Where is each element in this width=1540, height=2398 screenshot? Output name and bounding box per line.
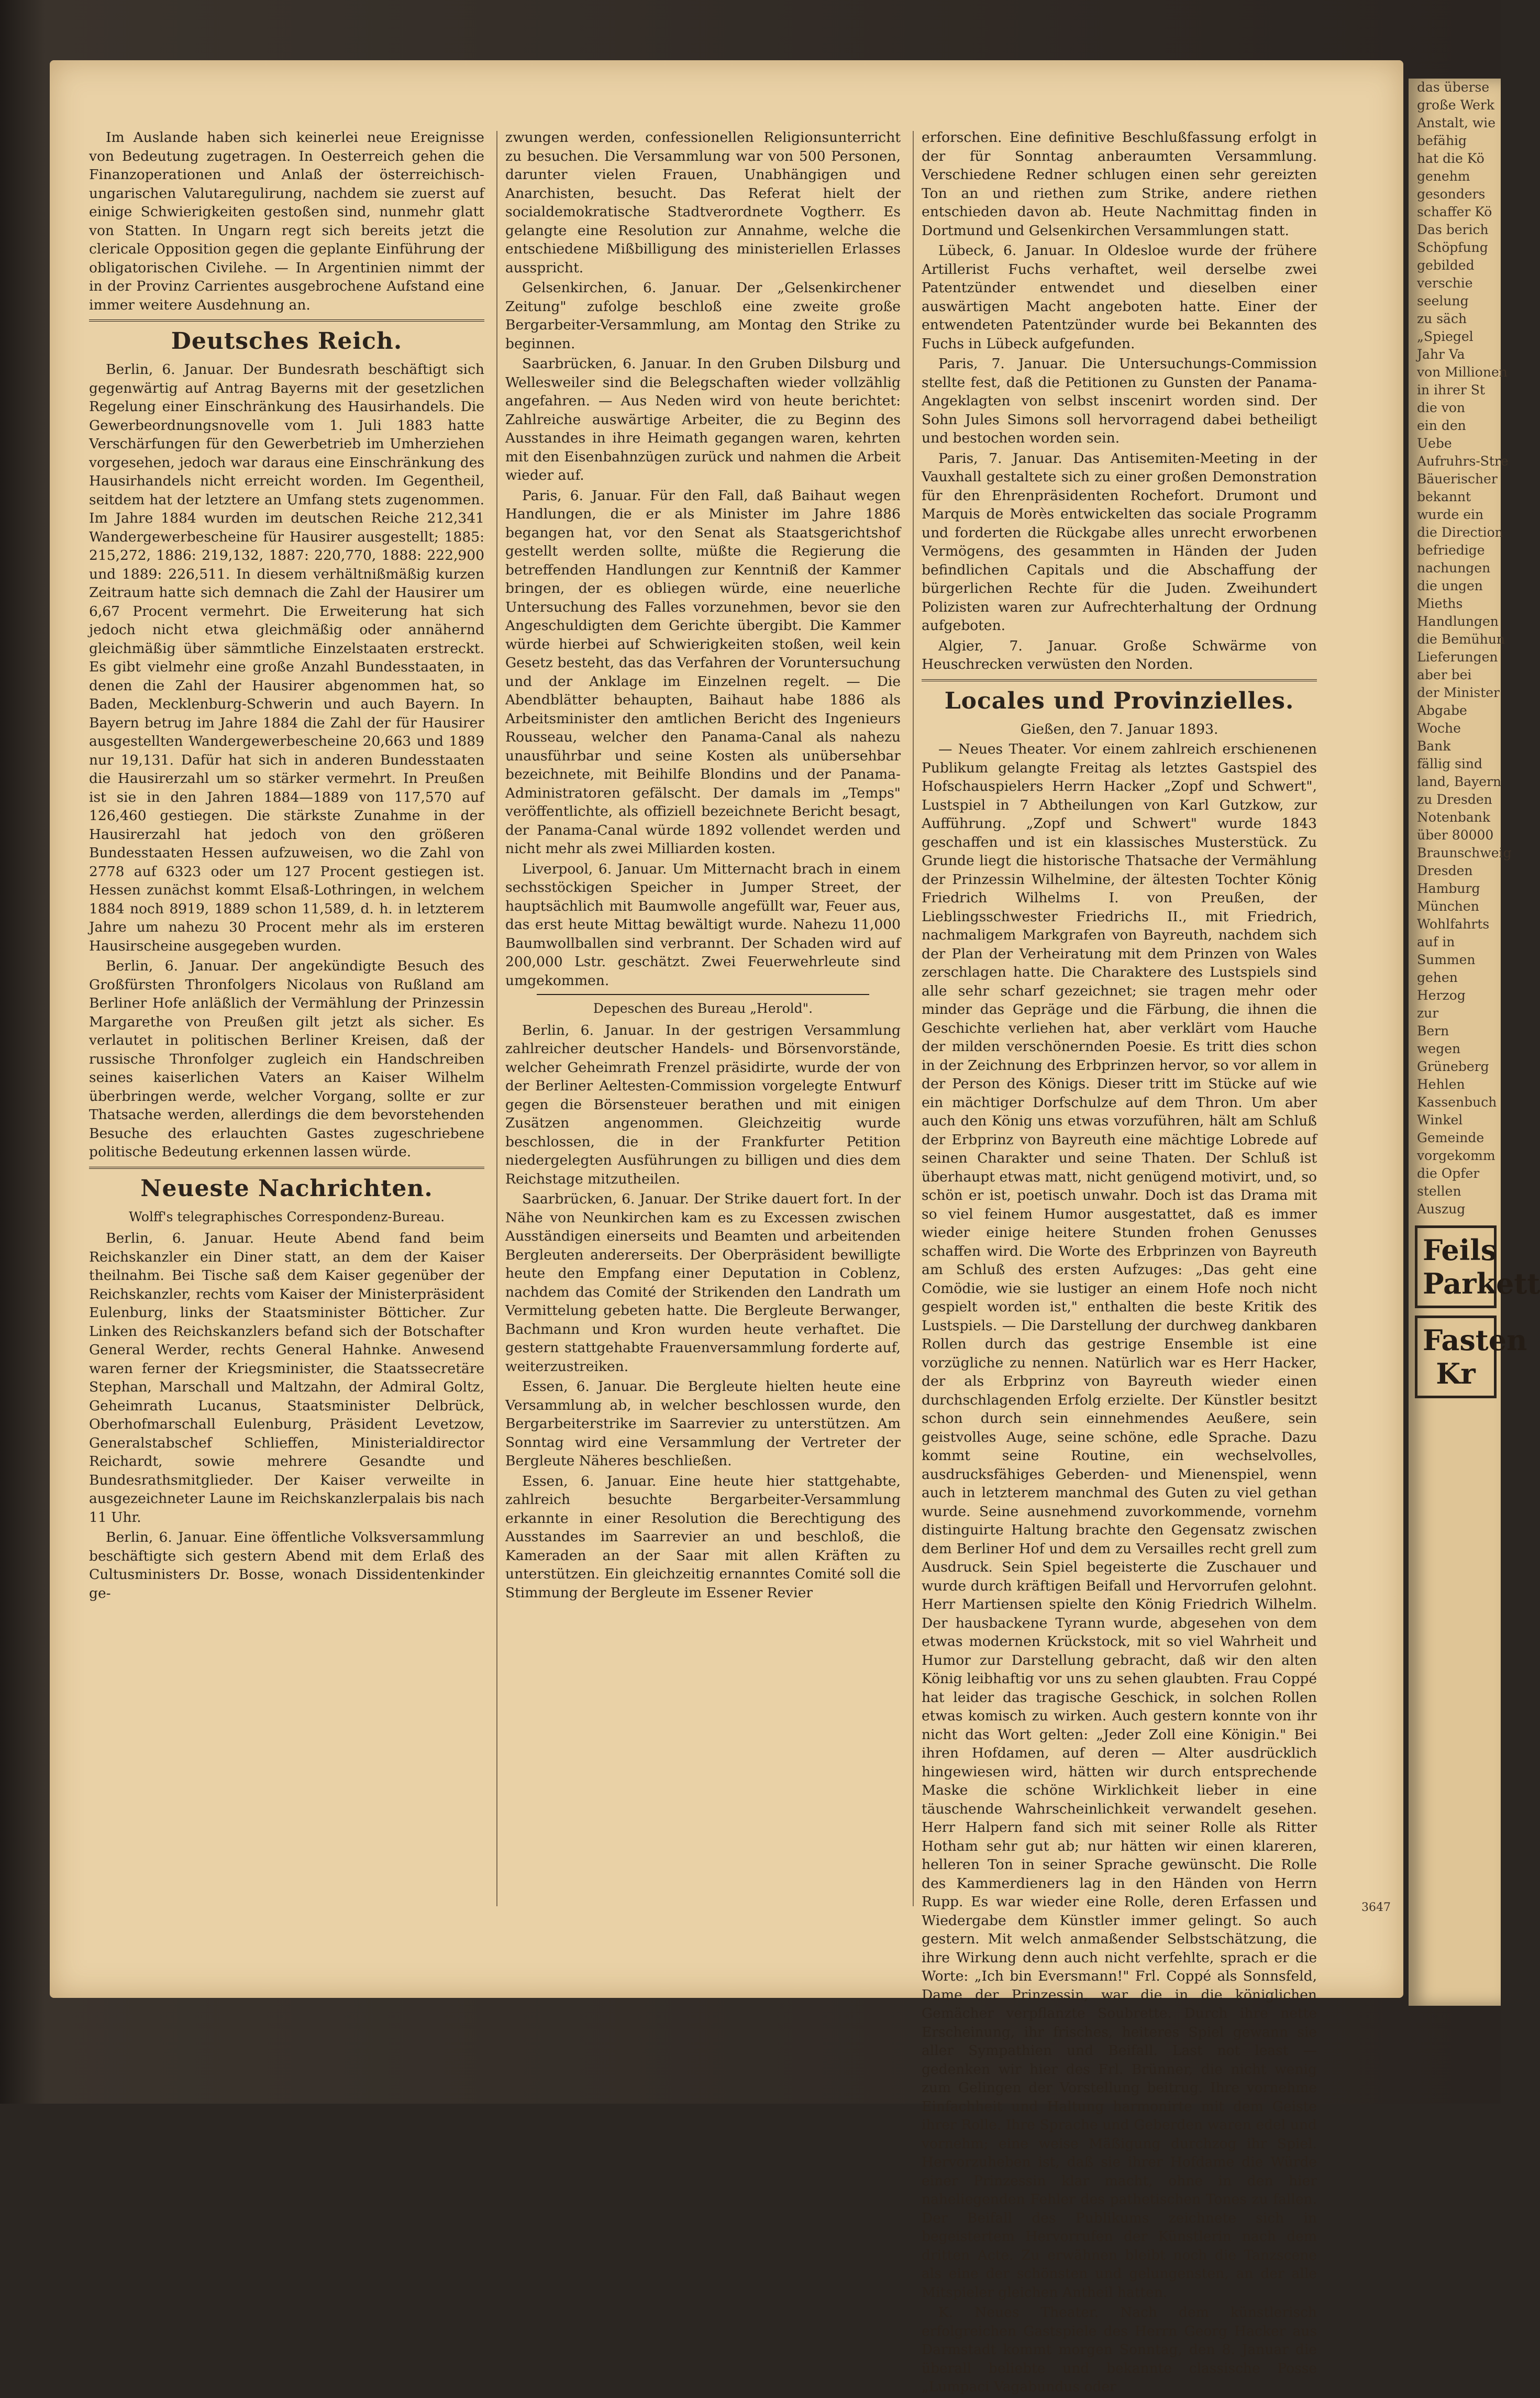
adjacent-text-line: vorgekomm	[1417, 1148, 1495, 1163]
adjacent-text-line: Handlungen	[1417, 614, 1499, 629]
advertisement	[1415, 1225, 1540, 1308]
article-gelsenkirchen: Gelsenkirchen, 6. Januar. Der „Gelsenkirchener Zeitung" zufolge beschloß eine zweite große Bergarbeiter-Versammlung, am Montag den Strike zu beginnen.	[505, 280, 901, 352]
divider	[922, 679, 1317, 681]
adjacent-text-line: Mieths	[1417, 596, 1463, 611]
column-1	[89, 128, 484, 1604]
agency-line: Wolff's telegraphisches Correspondenz-Bureau.	[128, 1209, 445, 1224]
adjacent-text-line: Anstalt, wie	[1417, 115, 1496, 130]
adjacent-text-line: zu säch	[1417, 311, 1467, 326]
adjacent-text-line: verschie	[1417, 275, 1473, 291]
adjacent-text-line: Winkel	[1417, 1112, 1463, 1128]
ad-text: Kr	[1436, 1357, 1476, 1390]
adjacent-text-line: Herzog	[1417, 988, 1466, 1003]
article-berlin-volksversammlung: Berlin, 6. Januar. Eine öffentliche Volksversammlung beschäftigte sich gestern Abend mit dem Erlaß des Cultusministers Dr. Bosse, wonach Dissidentenkinder ge-	[89, 1529, 484, 1601]
adjacent-text-line: Jahr Va	[1417, 347, 1465, 362]
adjacent-text-line: seelung	[1417, 293, 1469, 308]
adjacent-text-line: wurde ein	[1417, 507, 1484, 522]
adjacent-text-line: land, Bayern	[1417, 774, 1502, 789]
ad-text: Parkett	[1423, 1267, 1540, 1300]
adjacent-text-line: die Opfer	[1417, 1166, 1480, 1181]
adjacent-text-line: stellen	[1417, 1184, 1461, 1199]
adjacent-text-line: zur	[1417, 1005, 1439, 1021]
adjacent-text-line: der Minister	[1417, 685, 1500, 700]
adjacent-text-line: auf in	[1417, 934, 1455, 949]
article-saarbruecken-1: Saarbrücken, 6. Januar. In den Gruben Dilsburg und Wellesweiler sind die Belegschaften wieder vollzählig angefahren. — Aus Neden wird von heute berichtet: Zahlreiche auswärtige Arbeiter, die zu Beginn des Ausstandes in ihre Heimath gegangen waren, kehrten mit den Eisenbahnzügen zurück und nahmen die Arbeit wieder auf.	[505, 356, 901, 483]
adjacent-text-line: Summen	[1417, 952, 1476, 967]
article-saarbruecken-2: Saarbrücken, 6. Januar. Der Strike dauert fort. In der Nähe von Neunkirchen kam es zu Excessen zwischen Ausständigen einerseits und Beamten und arbeitenden Bergleuten andererseits. Der Oberpräsident bewilligte heute den Empfang einer Deputation in Coblenz, nachdem das Comité der Strikenden den Landrath um Vermittelung gebeten hatte. Die Bergleute Berwanger, Bachmann und Kron wurden heute verhaftet. Die gestern stattgehabte Frauenversammlung forderte auf, weiterzustreiken.	[505, 1191, 901, 1375]
adjacent-text-line: gesonders	[1417, 186, 1486, 202]
article-theater-review: — Neues Theater. Vor einem zahlreich erschienenen Publikum gelangte Freitag als letztes Gastspiel des Hofschauspielers Herrn Hacker „Zopf und Schwert", Lustspiel in 7 Abtheilungen von Karl Gutzkow, zur Aufführung. „Zopf und Schwert" wurde 1843 geschaffen und ist ein klassisches Musterstück. Zu Grunde liegt die historische Thatsache der Vermählung der Prinzessin Wilhelmine, der ältesten Tochter König Friedrich Wilhelms I. von Preußen, der Lieblingsschwester Friedrichs II., mit Friedrich, nachmaligem Markgrafen von Bayreuth, nachdem sich der Plan der Verheiratung mit dem Prinzen von Wales zerschlagen hatte. Die Charaktere des Lustspiels sind alle sehr scharf gezeichnet; sie tragen mehr oder minder das Gepräge und die Färbung, die ihnen die Geschichte verliehen hat, aber verklärt vom Hauche der milden verschönernden Poesie. Es tritt dies schon in der Zeichnung des Erbprinzen hervor, so vor allem in der Person des Königs. Dieser tritt im Stücke auf wie ein mächtiger Dorfschulze auf dem Thron. Um aber auch den König uns etwas vorzuführen, hält am Schluß der Erbprinz von Bayreuth eine mächtige Lobrede auf seinen Charakter und seine Thaten. Der Schluß ist überhaupt etwas matt, nicht genügend motivirt, und, so schön er ist, poetisch unwahr. Doch ist das Drama mit so viel feinem Humor ausgestattet, daß es immer wieder einige heitere Stunden frohen Genusses schaffen wird. Die Worte des Erbprinzen von Bayreuth am Schluß des ersten Aufzuges: „Das geht eine Comödie, wie sie lustiger an einem Hofe noch nicht gespielt worden ist," enthalten die beste Kritik des Lustspiels. — Die Darstellung der durchweg dankbaren Rollen durch das gestrige Ensemble ist eine vorzügliche zu nennen. Natürlich war es Herr Hacker, der als Erbprinz von Bayreuth wieder einen durchschlagenden Erfolg erzielte. Der Künstler besitzt schon durch sein einnehmendes Aeußere, sein geistvolles Auge, seine schöne, edle Sprache. Dazu kommt seine Routine, ein wechselvolles, ausdrucksfähiges Geberden- und Mienenspiel, wenn auch in letzterem manchmal des Guten zu viel gethan wurde. Seine ausnehmend zuvorkommende, vornehm distinguirte Haltung brachte den Gegensatz zwischen dem Berliner Hof und dem zu Versailles recht grell zum Ausdruck. Sein Spiel begeisterte die Zuschauer und wurde durch kräftigen Beifall und Hervorrufen gelohnt. Herr Martiensen spielte den König Friedrich Wilhelm. Der hausbackene Tyrann wurde, abgesehen von dem etwas modernen Krückstock, mit so viel Wahrheit und Humor zur Darstellung gebracht, daß wir den alten König leibhaftig vor uns zu sehen glaubten. Frau Coppé hat leider das tragische Geschick, in solchen Rollen etwas komisch zu wirken. Auch gestern konnte von ihr nicht das Wort gelten: „Jeder Zoll eine Königin." Bei ihren Hofdamen, auf deren — Alter ausdrücklich hingewiesen wird, hätten wir durch entsprechende Maske die schöne Wirklichkeit lieber in eine täuschende Wahrscheinlichkeit verwandelt gesehen. Herr Halpern fand sich mit seiner Rolle als Ritter Hotham sehr gut ab; nur hätten wir einen klareren, helleren Ton in seiner Sprache gewünscht. Die Rolle des Kammerdieners lag in den Händen von Herrn Rupp. Es war wieder eine Rolle, deren Erfassen und Wiedergabe dem Künstler immer gelingt. So auch gestern. Mit welch anmaßender Selbstschätzung, die ihre Wirkung denn auch nicht verfehlte, sprach er die Worte: „Ich bin Eversmann!" Frl. Coppé als Sonnsfeld, Dame der Prinzessin, war die in die königlichen Gemächer verpflanzte Soubrette. Durch ihre nette Erscheinung, ihr frisches, heiteres Spiel gewann sie aller Sympathien und Beifall. Last not least — gedenken wir hier des Frl. Brünner, die nicht wenig zum Gelingen der Vorstellung beitrug. Ihre vornehme Einfachheit und Haltung harmonirte mit dem Geiste ihrer Rolle. Ihre Sprache und Geberden waren edel und vornehm; eine weise Mäßigung durchzog ihr Spiel. Hervorzuheben ist, daß sie ihrer Hofdame die Würde einer Prinzessin klar macht, ohne in den hier naheliegenden Fehler des pathetischen Tones zu fallen. Der Beifall des Publikums zeichnete sich in begeistertem Hervorrufen der Künstlerin nach dem dritten Acte. Zu erwähnen bleibt noch die Tanzscene als eine der schönsten und gelungensten, an der alle Mitspieler gleichen Antheil hatten.	[922, 741, 1317, 2301]
adjacent-text-line: ein den	[1417, 418, 1466, 433]
adjacent-text-line: Lieferungen	[1417, 649, 1498, 665]
article-paris-baihaut: Paris, 6. Januar. Für den Fall, daß Baihaut wegen Handlungen, die er als Minister im Jahre 1886 begangen hat, vor den Senat als Staatsgerichtshof gestellt werden sollte, müßte die Regierung die betreffenden Handlungen zur Kenntniß der Kammer bringen, der es obliegen würde, eine neuerliche Untersuchung des Falles vorzunehmen, bevor sie den Angeschuldigten dem Gerichte übergibt. Die Kammer würde hierbei auf Schwierigkeiten stoßen, weil kein Gesetz besteht, das das Verfahren der Voruntersuchung und der Anklage im Einzelnen regelt. — Die Abendblätter behaupten, Baihaut habe 1886 als Arbeitsminister den amtlichen Bericht des Ingenieurs Rousseau, welcher den Panama-Canal als nahezu unausführbar und seine Kosten als unübersehbar bezeichnete, mit Beihilfe Blondins und der Panama-Administratoren gefälscht. Der damals im „Temps" veröffentlichte, als offiziell bezeichnete Bericht besagt, der Panama-Canal würde 1892 vollendet werden und nicht mehr als zwei Milliarden kosten.	[505, 487, 901, 857]
adjacent-text-line: Schöpfung	[1417, 240, 1488, 255]
adjacent-text-line: Woche	[1417, 721, 1461, 736]
adjacent-text-line: über 80000	[1417, 827, 1494, 843]
adjacent-text-line: die ungen	[1417, 578, 1483, 593]
article-continuation: zwungen werden, confessionellen Religionsunterricht zu besuchen. Die Versammlung war von 500 Personen, darunter vielen Frauen, Unabhängigen und Anarchisten, besucht. Das Referat hielt der socialdemokratische Stadtverordnete Vogtherr. Es gelangte eine Resolution zur Annahme, welche die entschiedene Mißbilligung des ministeriellen Erlasses ausspricht.	[505, 129, 901, 276]
adjacent-text-line: von Millionen	[1417, 364, 1508, 380]
adjacent-text-line: die Direction	[1417, 525, 1503, 540]
article-berlin-hausir: Berlin, 6. Januar. Der Bundesrath beschäftigt sich gegenwärtig auf Antrag Bayerns mit der gesetzlichen Regelung einer Einschränkung des Hausirhandels. Die Gewerbeordnungsnovelle vom 1. Juli 1883 hatte Verschärfungen für den Gewerbetrieb im Umherziehen vorgesehen, jedoch war daraus eine Einschränkung des Hausirhandels nicht erreicht worden. Im Gegentheil, seitdem hat der letztere an Umfang stets zugenommen. Im Jahre 1884 wurden im deutschen Reiche 212,341 Wandergewerbescheine für Hausirer ausgestellt; 1885: 215,272, 1886: 219,132, 1887: 220,770, 1888: 222,900 und 1889: 226,511. In diesem verhältnißmäßig kurzen Zeitraum hatte sich demnach die Zahl der Hausirer um 6,67 Procent vermehrt. Die Erweiterung hat sich jedoch nicht etwa gleichmäßig oder annähernd gleichmäßig über sämmtliche Einzelstaaten erstreckt. Es gibt vielmehr eine große Anzahl Bundesstaaten, in denen die Zahl der Hausirer abgenommen hat, so Baden, Mecklenburg-Schwerin und auch Bayern. In Bayern betrug im Jahre 1884 die Zahl der für Hausirer ausgestellten Wandergewerbescheine 20,663 und 1889 nur 19,131. Dafür hat sich in anderen Bundesstaaten die Hausirerzahl um so stärker vermehrt. In Preußen ist sie in den Jahren 1884—1889 von 117,570 auf 126,460 gestiegen. Die stärkste Zunahme in der Hausirerzahl hat jedoch von den größeren Bundesstaaten Hessen aufzuweisen, wo die Zahl von 2778 auf 6323 oder um 127 Procent gestiegen ist. Hessen zunächst kommt Elsaß-Lothringen, in welchem 1884 noch 8919, 1889 schon 11,589, d. h. in letzterem Jahre um nahezu 30 Procent mehr als im ersteren Hausirscheine ausgegeben wurden.	[89, 361, 484, 954]
adjacent-text-line: Grüneberg	[1417, 1059, 1489, 1074]
adjacent-text-line: schaffer Kö	[1417, 204, 1492, 219]
advertisement	[1415, 1316, 1527, 1398]
adjacent-text-line: genehm	[1417, 169, 1470, 184]
adjacent-text-line: wegen	[1417, 1041, 1461, 1056]
adjacent-text-line: befriedige	[1417, 543, 1485, 558]
adjacent-page-strip	[1409, 79, 1540, 2006]
section-heading-neueste: Neueste Nachrichten.	[140, 1175, 433, 1202]
dateline: Gießen, den 7. Januar 1893.	[1020, 721, 1218, 737]
adjacent-text-line: Auszug	[1417, 1201, 1466, 1217]
adjacent-text-line: Bern	[1417, 1023, 1449, 1038]
adjacent-text-line: Notenbank	[1417, 810, 1491, 825]
column-2	[505, 128, 901, 1604]
adjacent-text-line: das überse	[1417, 80, 1490, 95]
adjacent-text-line: Bank	[1417, 738, 1451, 754]
article-paris-panama: Paris, 7. Januar. Die Untersuchungs-Commission stellte fest, daß die Petitionen zu Gunsten der Panama-Angeklagten von selbst inscenirt worden sind. Der Sohn Jules Simons soll hervorragend dabei betheiligt und bestochen worden sein.	[922, 356, 1317, 446]
divider	[537, 994, 869, 995]
agency-line: Depeschen des Bureau „Herold".	[593, 1001, 813, 1016]
article-berlin-boersen: Berlin, 6. Januar. In der gestrigen Versammlung zahlreicher deutscher Handels- und Börsenvorstände, welcher Geheimrath Frenzel präsidirte, wurde der von der Berliner Aeltesten-Commission vorgelegte Entwurf gegen die Börsensteuer berathen und mit einigen Zusätzen angenommen. Gleichzeitig wurde beschlossen, die in der Frankfurter Petition niedergelegten Ausführungen zu billigen und dies dem Reichstage mitzutheilen.	[505, 1022, 901, 1187]
adjacent-text-line: Hehlen	[1417, 1077, 1465, 1092]
section-heading-locales: Locales und Provinzielles.	[944, 687, 1294, 714]
adjacent-text-line: in ihrer St	[1417, 382, 1485, 397]
article-algier: Algier, 7. Januar. Große Schwärme von Heuschrecken verwüsten den Norden.	[922, 637, 1317, 672]
article-essen-1: Essen, 6. Januar. Die Bergleute hielten heute eine Versammlung ab, in welcher beschlossen wurde, den Bergarbeiterstrike im Saarrevier zu unterstützen. Am Sonntag wird eine Versammlung der Vertreter der Bergleute Näheres beschließen.	[505, 1378, 901, 1469]
ad-text: Feils	[1423, 1233, 1497, 1267]
adjacent-text-line: Wohlfahrts	[1417, 916, 1490, 932]
article-continuation: erforschen. Eine definitive Beschlußfassung erfolgt in der für Sonntag anberaumten Versammlung. Verschiedene Redner schlugen einen sehr gereizten Ton an und riethen zum Strike, andere riethen entschieden davon ab. Heute Nachmittag finden in Dortmund und Gelsenkirchen Versammlungen statt.	[922, 129, 1317, 239]
article-ausland: Im Auslande haben sich keinerlei neue Ereignisse von Bedeutung zugetragen. In Oesterreich gehen die Finanzoperationen und Anlaß der österreichisch-ungarischen Valutaregulirung, nachdem sie zuerst auf einige Schwierigkeiten gestoßen sind, nunmehr glatt von Statten. In Ungarn regt sich bereits jetzt die clericale Opposition gegen die geplante Einführung der obligatorischen Civilehe. — In Argentinien nimmt der in der Provinz Carrientes ausgebrochene Aufstand eine immer weitere Ausdehnung an.	[89, 129, 484, 313]
article-berlin-diner: Berlin, 6. Januar. Heute Abend fand beim Reichskanzler ein Diner statt, an dem der Kaiser theilnahm. Bei Tische saß dem Kaiser gegenüber der Reichskanzler, rechts vom Kaiser der Ministerpräsident Eulenburg, links der Staatsminister Bötticher. Zur Linken des Reichskanzlers befand sich der Botschafter General Werder, rechts General Hahnke. Anwesend waren ferner der Kriegsminister, die Staatssecretäre Stephan, Marschall und Maltzahn, der Admiral Goltz, Geheimrath Lucanus, Staatsminister Delbrück, Oberhofmarschall Eulenburg, Präsident Levetzow, Generalstabschef Schlieffen, Ministerialdirector Reichardt, sowie mehrere Gesandte und Bundesrathsmitglieder. Der Kaiser verweilte in ausgezeichneter Laune im Reichskanzlerpalais bis nach 11 Uhr.	[89, 1230, 484, 1526]
adjacent-text-line: bekannt	[1417, 489, 1471, 504]
adjacent-text-line: große Werk	[1417, 97, 1494, 113]
page-number: 3647	[1361, 1901, 1391, 1914]
adjacent-text-line: befähig	[1417, 133, 1467, 148]
column-separator	[496, 131, 497, 1906]
adjacent-text-line: „Spiegel	[1417, 329, 1473, 344]
adjacent-text-line: Das berich	[1417, 222, 1489, 237]
adjacent-text-line: gehen	[1417, 970, 1458, 985]
adjacent-text-line: die von	[1417, 400, 1466, 415]
article-essen-2: Essen, 6. Januar. Eine heute hier stattgehabte, zahlreich besuchte Bergarbeiter-Versammlung erkannte in einer Resolution die Berechtigung des Ausstandes im Saarrevier an und beschloß, die Kameraden an der Saar mit allen Kräften zu unterstützen. Ein gleichzeitig ernanntes Comité soll die Stimmung der Bergleute im Essener Revier	[505, 1473, 901, 1601]
adjacent-text-line: München	[1417, 899, 1479, 914]
adjacent-text-line: fällig sind	[1417, 756, 1483, 771]
adjacent-text-line: Bäuerischer	[1417, 471, 1498, 487]
adjacent-text-line: nachungen	[1417, 560, 1491, 576]
adjacent-text-line: aber bei	[1417, 667, 1472, 682]
adjacent-page-text	[1409, 79, 1512, 1218]
adjacent-text-line: Kassenbuch	[1417, 1095, 1497, 1110]
column-3	[922, 128, 1317, 2398]
article-liverpool: Liverpool, 6. Januar. Um Mitternacht brach in einem sechsstöckigen Speicher in Jumper Street, der hauptsächlich mit Baumwolle angefüllt war, Feuer aus, das erst heute Mittag bewältigt wurde. Nahezu 11,000 Baumwollballen sind verbrannt. Der Schaden wird auf 200,000 Lstr. geschätzt. Zwei Feuerwehrleute sind umgekommen.	[505, 860, 901, 989]
adjacent-text-line: die Bemühun	[1417, 632, 1505, 647]
adjacent-text-line: Hamburg	[1417, 881, 1480, 896]
adjacent-text-line: gebilded	[1417, 258, 1475, 273]
adjacent-text-line: Uebe	[1417, 436, 1452, 451]
adjacent-text-line: Braunschweig	[1417, 845, 1512, 860]
adjacent-text-line: Dresden	[1417, 863, 1473, 878]
article-berlin-thronfolger: Berlin, 6. Januar. Der angekündigte Besuch des Großfürsten Thronfolgers Nicolaus von Rußland am Berliner Hofe anläßlich der Vermählung der Prinzessin Margarethe von Preußen gilt jetzt als sicher. Es verlautet in politischen Berliner Kreisen, daß der russische Thronfolger zugleich ein Handschreiben seines kaiserlichen Vaters an Kaiser Wilhelm überbringen werde, welcher Vorgang, sollte er zur Thatsache werden, allerdings die dem bevorstehenden Besuche des erlauchten Gastes zugeschriebene politische Bedeutung erkennen lassen würde.	[89, 958, 484, 1160]
ad-text: Fasten	[1423, 1323, 1527, 1357]
article-paris-antisemiten: Paris, 7. Januar. Das Antisemiten-Meeting in der Vauxhall gestaltete sich zu einer großen Demonstration für den Ehrenpräsidenten Rochefort. Drumont und Marquis de Morès entwickelten das sociale Programm und forderten die Rückgabe alles unrecht erworbenen Vermögens, des gesammten in Händen der Juden befindlichen Capitals und die Abschaffung der bürgerlichen Rechte für die Juden. Zweihundert Polizisten waren zur Aufrechterhaltung der Ordnung aufgeboten.	[922, 450, 1317, 634]
article-k-theater: K. Neues Theater. Nach dem künstlerisch erfolgreichen Gastspiele des Herrn Georg Hacker aus Darmstadt kommt morgen Sonntag, den 8. Januar die überall beliebte und bekannte classische Posse „Lumpaci Vagabundus oder	[922, 2304, 1317, 2395]
adjacent-text-line: Abgabe	[1417, 703, 1467, 718]
column-separator	[913, 131, 914, 1906]
article-luebeck: Lübeck, 6. Januar. In Oldesloe wurde der frühere Artillerist Fuchs verhaftet, weil derselbe zwei Patentzünder entwendet und dieselben einer auswärtigen Macht angeboten hatte. Einer der entwendeten Patentzünder wurde bei Bekannten des Fuchs in Lübeck aufgefunden.	[922, 242, 1317, 352]
adjacent-text-line: Aufruhrs-Stre	[1417, 454, 1509, 469]
adjacent-text-line: Gemeinde	[1417, 1130, 1484, 1145]
adjacent-text-line: hat die Kö	[1417, 151, 1484, 166]
divider	[89, 1167, 484, 1169]
adjacent-text-line: zu Dresden	[1417, 792, 1492, 807]
divider	[89, 319, 484, 322]
section-heading-reich: Deutsches Reich.	[171, 328, 403, 355]
